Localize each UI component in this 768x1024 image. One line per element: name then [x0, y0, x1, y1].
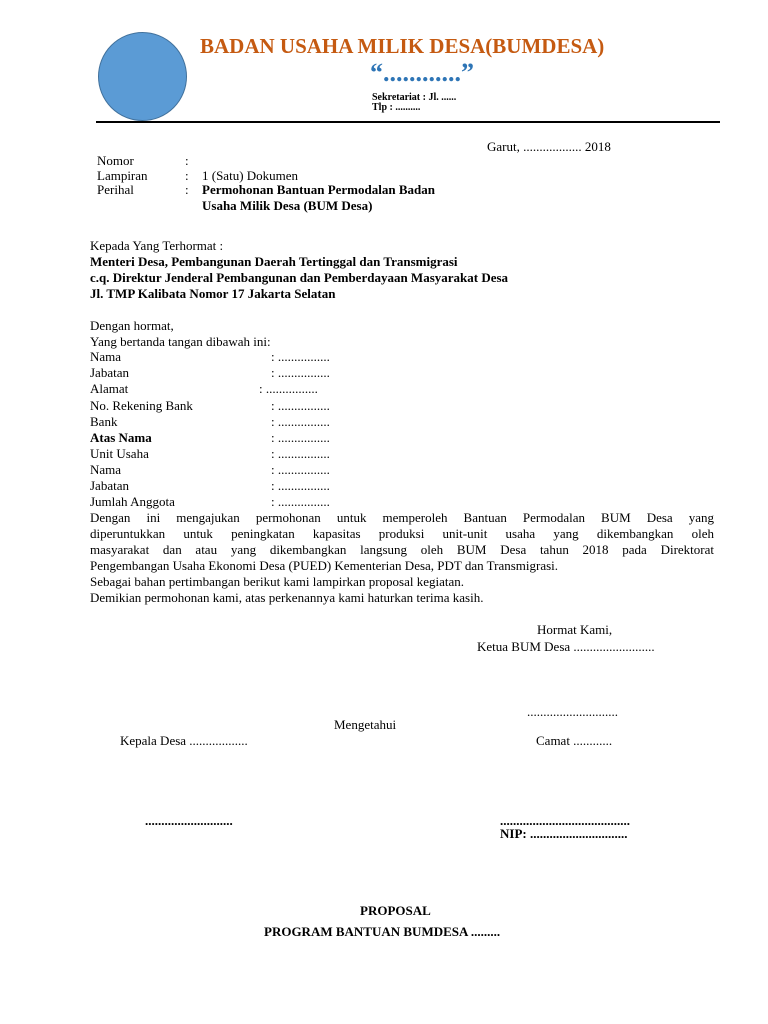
field-value: : ................: [271, 365, 330, 380]
field-label: No. Rekening Bank: [90, 398, 193, 413]
field-value: : ................: [271, 446, 330, 461]
perihal-line2: Usaha Milik Desa (BUM Desa): [202, 198, 373, 213]
field-value: : ................: [271, 494, 330, 509]
org-name-placeholder: “............”: [370, 58, 474, 87]
field-label: Alamat: [90, 381, 129, 396]
field-value: : ................: [271, 430, 330, 445]
chair-title: Ketua BUM Desa .........................: [477, 639, 655, 654]
intro-line: Yang bertanda tangan dibawah ini:: [90, 334, 271, 349]
field-label: Nama: [90, 349, 122, 364]
closing-sentence: Demikian permohonan kami, atas perkenannya kami haturkan terima kasih.: [90, 590, 484, 605]
field-label: Nama: [90, 462, 122, 477]
field-value: : ................: [259, 381, 318, 396]
body-paragraph-line: masyarakat dan atau yang dikembangkan langsung oleh BUM Desa tahun 2018 pada Direktorat: [90, 542, 714, 557]
attachment-note: Sebagai bahan pertimbangan berikut kami lampirkan proposal kegiatan.: [90, 574, 464, 589]
field-label: Bank: [90, 414, 118, 429]
field-value: : ................: [271, 414, 330, 429]
phone-line: Tlp : ..........: [372, 102, 421, 113]
body-paragraph-line: Pengembangan Usaha Ekonomi Desa (PUED) Kementerian Desa, PDT dan Transmigrasi.: [90, 558, 559, 573]
body-paragraph-line: Dengan ini mengajukan permohonan untuk memperoleh Bantuan Permodalan BUM Desa yang: [90, 510, 714, 525]
perihal-label: Perihal: [97, 182, 134, 197]
recipient-greeting: Kepada Yang Terhormat :: [90, 238, 224, 253]
recipient-line3: Jl. TMP Kalibata Nomor 17 Jakarta Selatan: [90, 286, 336, 301]
camat-signature-line: ........................................: [500, 813, 630, 828]
field-value: : ................: [271, 462, 330, 477]
date-line: Garut, .................. 2018: [487, 139, 611, 154]
regards: Hormat Kami,: [537, 622, 613, 637]
salutation: Dengan hormat,: [90, 318, 174, 333]
secretariat-address: Sekretariat : Jl. ......: [372, 92, 457, 103]
proposal-subtitle: PROGRAM BANTUAN BUMDESA .........: [264, 924, 501, 939]
field-value: : ................: [271, 398, 330, 413]
chair-signature-line: ............................: [527, 704, 618, 719]
lampiran-label: Lampiran: [97, 168, 148, 183]
camat-title: Camat ............: [536, 733, 613, 748]
nip-line: NIP: ..............................: [500, 826, 628, 841]
nomor-label: Nomor: [97, 153, 134, 168]
field-label: Jabatan: [90, 478, 129, 493]
perihal-line1: Permohonan Bantuan Permodalan Badan: [202, 182, 435, 197]
lampiran-value: 1 (Satu) Dokumen: [202, 168, 299, 183]
acknowledge-title: Mengetahui: [334, 717, 397, 732]
field-label: Jumlah Anggota: [90, 494, 175, 509]
field-label: Atas Nama: [90, 430, 152, 445]
field-value: : ................: [271, 478, 330, 493]
field-value: : ................: [271, 349, 330, 364]
body-paragraph-line: diperuntukkan untuk peningkatan kapasitas produksi unit-unit usaha yang dikembangkan oleh: [90, 526, 714, 541]
org-name: BADAN USAHA MILIK DESA(BUMDESA): [200, 34, 605, 58]
lampiran-colon: :: [185, 168, 189, 183]
field-label: Unit Usaha: [90, 446, 149, 461]
recipient-line1: Menteri Desa, Pembangunan Daerah Tertinggal dan Transmigrasi: [90, 254, 458, 269]
recipient-line2: c.q. Direktur Jenderal Pembangunan dan Pemberdayaan Masyarakat Desa: [90, 270, 509, 285]
village-head-signature-line: ...........................: [145, 813, 233, 828]
logo: [98, 32, 187, 121]
perihal-colon: :: [185, 182, 189, 197]
village-head-title: Kepala Desa ..................: [120, 733, 248, 748]
field-label: Jabatan: [90, 365, 129, 380]
header-divider: [96, 121, 720, 123]
proposal-title: PROPOSAL: [360, 903, 431, 918]
nomor-colon: :: [185, 153, 189, 168]
